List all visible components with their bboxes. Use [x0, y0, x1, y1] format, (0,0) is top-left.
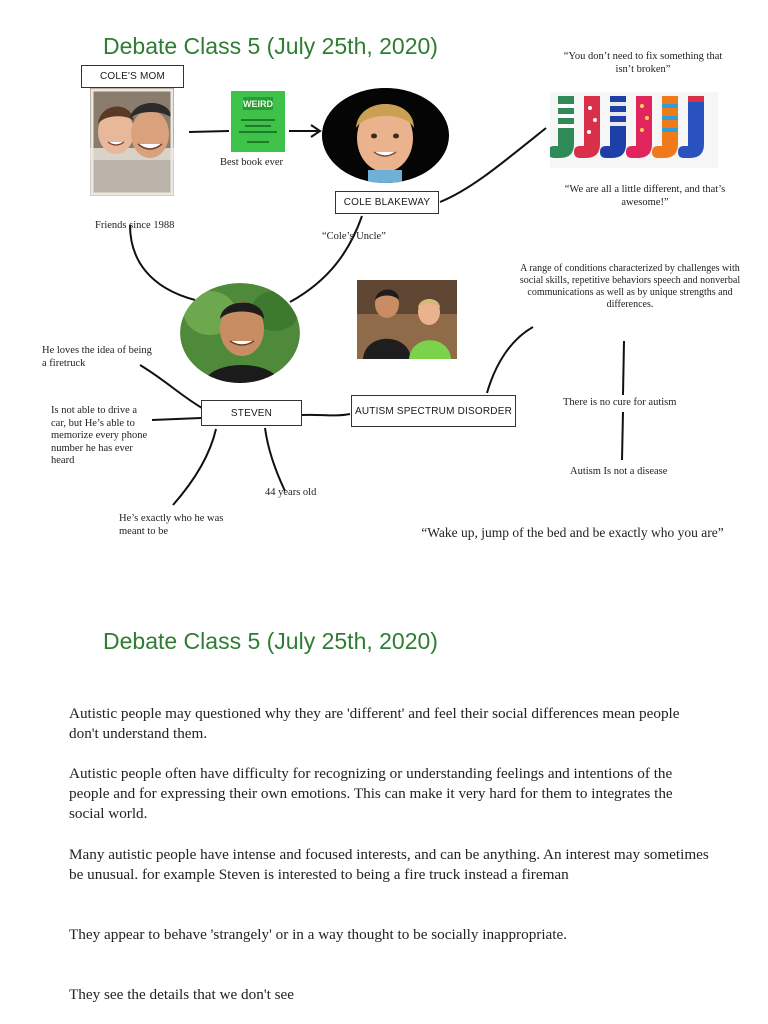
wake-up-quote: “Wake up, jump of the bed and be exactly who you are”	[421, 525, 724, 540]
connector-age	[265, 428, 285, 491]
weird-book-cover	[231, 91, 285, 152]
connector-steven-asd	[302, 414, 350, 415]
not-disease-note: Autism Is not a disease	[570, 466, 668, 477]
steven-label: STEVEN	[201, 400, 302, 426]
paragraph-4: They appear to behave 'strangely' or in a way thought to be socially inappropriate.	[69, 926, 568, 943]
paragraph-3: Many autistic people have intense and focused interests, and can be anything. An interest may sometimes be unusual. for example Steven is interested to being a fire truck instead a fireman	[69, 846, 709, 883]
meant-to-be-note: He’s exactly who he was meant to be	[119, 513, 224, 537]
steven-and-cole-photo	[357, 280, 457, 359]
book-caption: Best book ever	[220, 157, 283, 168]
drive-note: Is not able to drive a car, but He’s able to memorize every phone number he has ever heard	[51, 405, 148, 466]
quote-fix: “You don’t need to fix something that isn’t broken”	[563, 51, 723, 75]
connector-meant	[173, 429, 216, 505]
uncle-caption: “Cole’s Uncle”	[322, 231, 386, 242]
cole-blakeway-label: COLE BLAKEWAY	[335, 191, 439, 214]
connector-firetruck	[140, 365, 202, 408]
coles-mom-photo	[90, 88, 174, 196]
connector-mom-book	[189, 131, 229, 132]
paragraph-5: They see the details that we don't see	[69, 986, 294, 1003]
paragraph-2: Autistic people often have difficulty for recognizing or understanding feelings and intentions of the people and for expressing their own emotions. This can make it very hard for them to integrates the social world.	[69, 765, 673, 822]
coles-mom-label: COLE'S MOM	[81, 65, 184, 88]
paragraph-1: Autistic people may questioned why they are 'different' and feel their social differences mean people don't understand them.	[69, 705, 680, 742]
connector-drive	[152, 418, 201, 420]
age-note: 44 years old	[265, 487, 317, 498]
connector-asd-definition	[487, 327, 533, 393]
connector-mom-steven	[130, 225, 195, 300]
firetruck-note: He loves the idea of being a firetruck	[42, 345, 152, 369]
connector-cole-socks	[440, 128, 546, 202]
autism-spectrum-disorder-label: AUTISM SPECTRUM DISORDER	[351, 395, 516, 427]
quote-different: “We are all a little different, and that’s awesome!”	[564, 184, 726, 208]
connector-no-cure-down	[622, 412, 623, 460]
asd-definition: A range of conditions characterized by challenges with social skills, repetitive behaviors speech and nonverbal communications as well as by unique strengths and differences.	[519, 263, 741, 310]
section-title: Debate Class 5 (July 25th, 2020)	[103, 628, 438, 654]
cole-photo	[322, 88, 449, 183]
colorful-socks-image	[550, 92, 718, 168]
no-cure-note: There is no cure for autism	[563, 397, 677, 408]
connector-cole-steven	[290, 216, 362, 302]
friends-caption: Friends since 1988	[95, 220, 175, 231]
steven-photo	[180, 283, 300, 383]
connector-no-cure-up	[623, 341, 624, 395]
book-cover-title: WEIRD	[243, 99, 273, 109]
page-title: Debate Class 5 (July 25th, 2020)	[103, 33, 438, 59]
